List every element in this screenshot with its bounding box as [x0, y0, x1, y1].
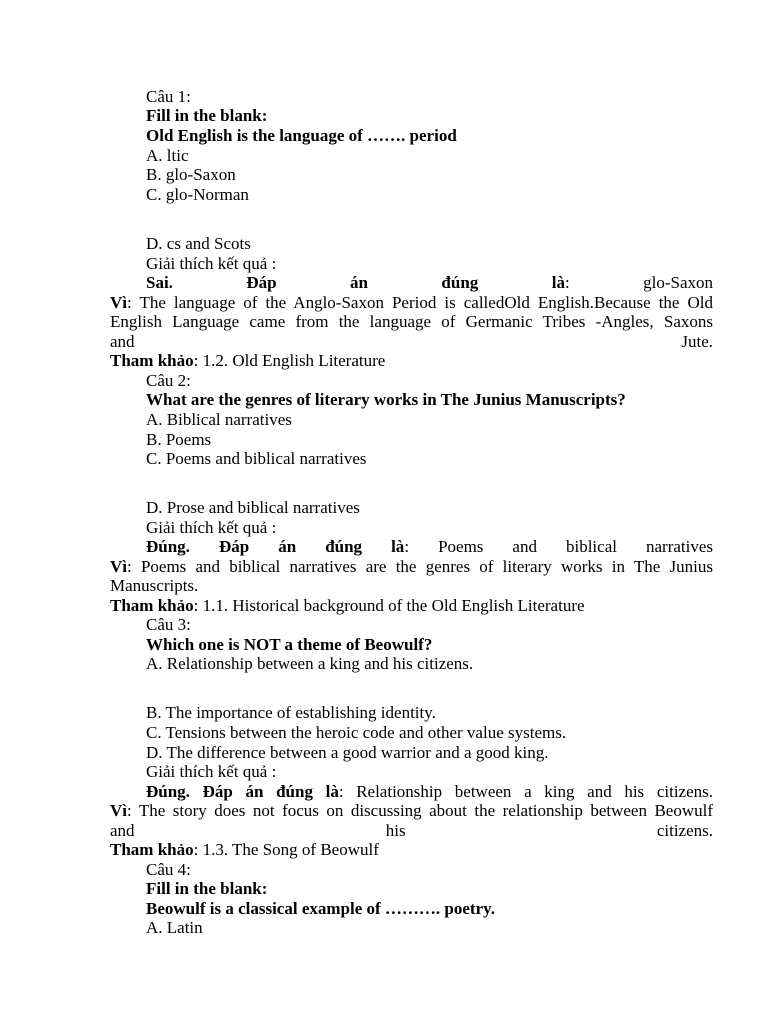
question-2-option-d: D. Prose and biblical narratives	[146, 498, 360, 517]
question-1-verdict: Sai.	[146, 273, 173, 292]
question-3-prompt: Which one is NOT a theme of Beowulf?	[146, 635, 433, 654]
question-3-option-a: A. Relationship between a king and his citizens.	[146, 654, 474, 673]
question-1-option-a: A. ltic	[146, 146, 189, 165]
question-1-option-b: B. glo-Saxon	[146, 165, 236, 184]
question-1-option-d: D. cs and Scots	[146, 234, 251, 253]
question-1-reason-label: Vì	[110, 293, 127, 312]
question-3-reason-label: Vì	[110, 801, 127, 820]
question-2-option-a: A. Biblical narratives	[146, 410, 292, 429]
question-2-option-b: B. Poems	[146, 430, 212, 449]
question-4-heading: Câu 4:	[146, 860, 191, 879]
question-1-ref: 1.2. Old English Literature	[202, 351, 386, 370]
question-2-answer-line: Đúng. Đáp án đúng là: Poems and biblical narratives	[146, 537, 714, 556]
question-3-option-d: D. The difference between a good warrior and a good king.	[146, 743, 549, 762]
question-3-heading: Câu 3:	[146, 615, 191, 634]
question-3-answer-label: Đáp án đúng là	[202, 782, 339, 801]
question-4-prompt: Beowulf is a classical example of ………. poetry.	[146, 899, 495, 918]
question-2-option-c: C. Poems and biblical narratives	[146, 449, 367, 468]
question-1-heading: Câu 1:	[146, 87, 191, 106]
question-4-option-a: A. Latin	[146, 918, 203, 937]
question-3-reason-line: Vì: The story does not focus on discussing about the relationship between Beowulf	[110, 801, 713, 820]
question-2-reason-text: Poems and biblical narratives are the genres of literary works in The Junius	[140, 557, 713, 576]
question-3-ref: 1.3. The Song of Beowulf	[202, 840, 379, 859]
question-2-reason-text: Manuscripts.	[110, 576, 199, 595]
question-2-verdict: Đúng.	[146, 537, 190, 556]
question-1-reason-text: The language of the Anglo-Saxon Period is calledOld English.Because the Old	[139, 293, 713, 312]
question-1-reason-line: Vì: The language of the Anglo-Saxon Period is calledOld English.Because the Old	[110, 293, 713, 312]
question-1-reason-text: English Language came from the language of Germanic Tribes -Angles, Saxons	[110, 312, 713, 331]
question-2-ref: 1.1. Historical background of the Old English Literature	[202, 596, 585, 615]
question-1-answer: glo-Saxon	[643, 273, 713, 292]
question-3-answer-line: Đúng. Đáp án đúng là: Relationship between a king and his citizens.	[146, 782, 713, 801]
question-1-reason-text: and Jute.	[110, 332, 713, 351]
question-3-reference: Tham khảo: 1.3. The Song of Beowulf	[110, 840, 379, 859]
question-1-reference: Tham khảo: 1.2. Old English Literature	[110, 351, 386, 370]
question-4-prompt: Fill in the blank:	[146, 879, 268, 898]
question-2-reason-line: Vì: Poems and biblical narratives are the genres of literary works in The Junius	[110, 557, 713, 576]
question-3-option-b: B. The importance of establishing identity.	[146, 703, 436, 722]
question-1-explain-label: Giải thích kết quả :	[146, 254, 277, 273]
question-2-answer: Poems and biblical narratives	[438, 537, 714, 556]
question-3-reason-text: The story does not focus on discussing about the relationship between Beowulf	[138, 801, 713, 820]
question-1-answer-label: Đáp án đúng là	[246, 273, 565, 292]
question-3-explain-label: Giải thích kết quả :	[146, 762, 277, 781]
question-2-reason-label: Vì	[110, 557, 127, 576]
question-2-answer-label: Đáp án đúng là	[218, 537, 405, 556]
question-1-ref-label: Tham khảo	[110, 351, 194, 370]
question-2-ref-label: Tham khảo	[110, 596, 194, 615]
question-2-prompt: What are the genres of literary works in The Junius Manuscripts?	[146, 390, 626, 409]
question-3-ref-label: Tham khảo	[110, 840, 194, 859]
question-3-verdict: Đúng.	[146, 782, 190, 801]
question-3-option-c: C. Tensions between the heroic code and other value systems.	[146, 723, 567, 742]
question-2-reference: Tham khảo: 1.1. Historical background of the Old English Literature	[110, 596, 585, 615]
question-2-heading: Câu 2:	[146, 371, 191, 390]
question-1-option-c: C. glo-Norman	[146, 185, 249, 204]
question-3-reason-text: and his citizens.	[110, 821, 713, 840]
question-1-prompt: Fill in the blank:	[146, 106, 268, 125]
question-1-answer-line: Sai. Đáp án đúng là: glo-Saxon	[146, 273, 713, 292]
question-2-explain-label: Giải thích kết quả :	[146, 518, 277, 537]
question-1-prompt: Old English is the language of ……. period	[146, 126, 457, 145]
question-3-answer: Relationship between a king and his citizens.	[356, 782, 713, 801]
